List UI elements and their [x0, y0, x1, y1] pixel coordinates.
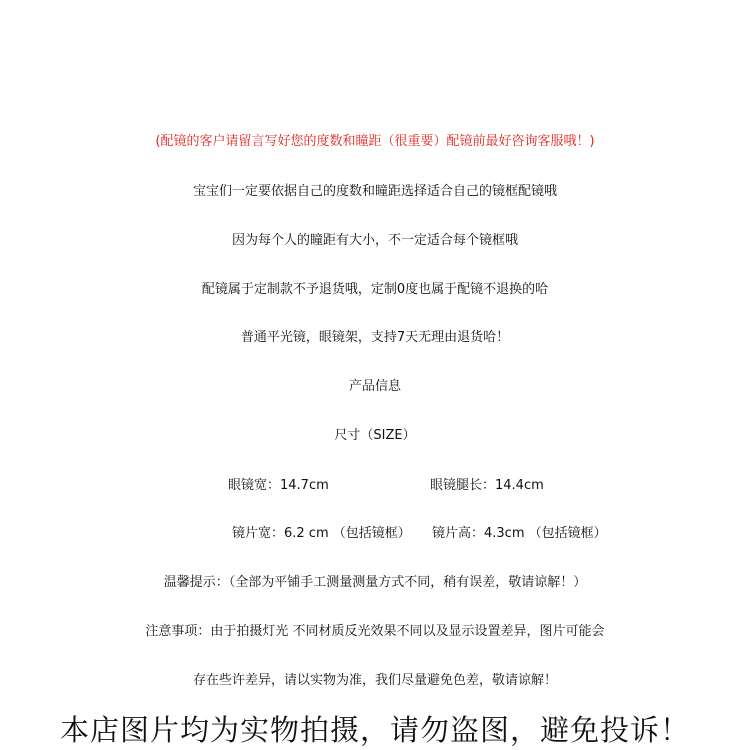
copyright-footer: 本店图片均为实物拍摄，请勿盗图，避免投诉！: [59, 713, 690, 747]
size-heading: 尺寸（SIZE）: [334, 428, 416, 443]
lens-width: 镜片宽：6.2 cm （包括镜框）: [232, 526, 411, 541]
warning-note: (配镜的客户请留言写好您的度数和瞳距（很重要）配镜前最好咨询客服哦！): [155, 134, 595, 149]
frame-width: 眼镜宽：14.7cm: [228, 478, 329, 493]
product-info-heading: 产品信息: [348, 379, 401, 394]
temple-length: 眼镜腿长：14.4cm: [430, 478, 544, 493]
notice-line-2: 因为每个人的瞳距有大小，不一定适合每个镜框哦: [231, 233, 518, 248]
measurement-tip: 温馨提示：（全部为平铺手工测量测量方式不同，稍有误差，敬请谅解！）: [163, 575, 587, 590]
notice-line-1: 宝宝们一定要依据自己的度数和瞳距选择适合自己的镜框配镜哦: [192, 184, 557, 199]
notice-line-4: 普通平光镜，眼镜架，支持7天无理由退货哈！: [240, 330, 510, 345]
notice-line-3: 配镜属于定制款不予退货哦，定制0度也属于配镜不退换的哈: [201, 282, 549, 297]
lens-height: 镜片高：4.3cm （包括镜框）: [432, 526, 607, 541]
lighting-notice: 注意事项：由于拍摄灯光 不同材质反光效果不同以及显示设置差异，图片可能会: [145, 624, 605, 639]
color-difference-notice: 存在些许差异，请以实物为准，我们尽量避免色差，敬请谅解！: [192, 673, 557, 688]
